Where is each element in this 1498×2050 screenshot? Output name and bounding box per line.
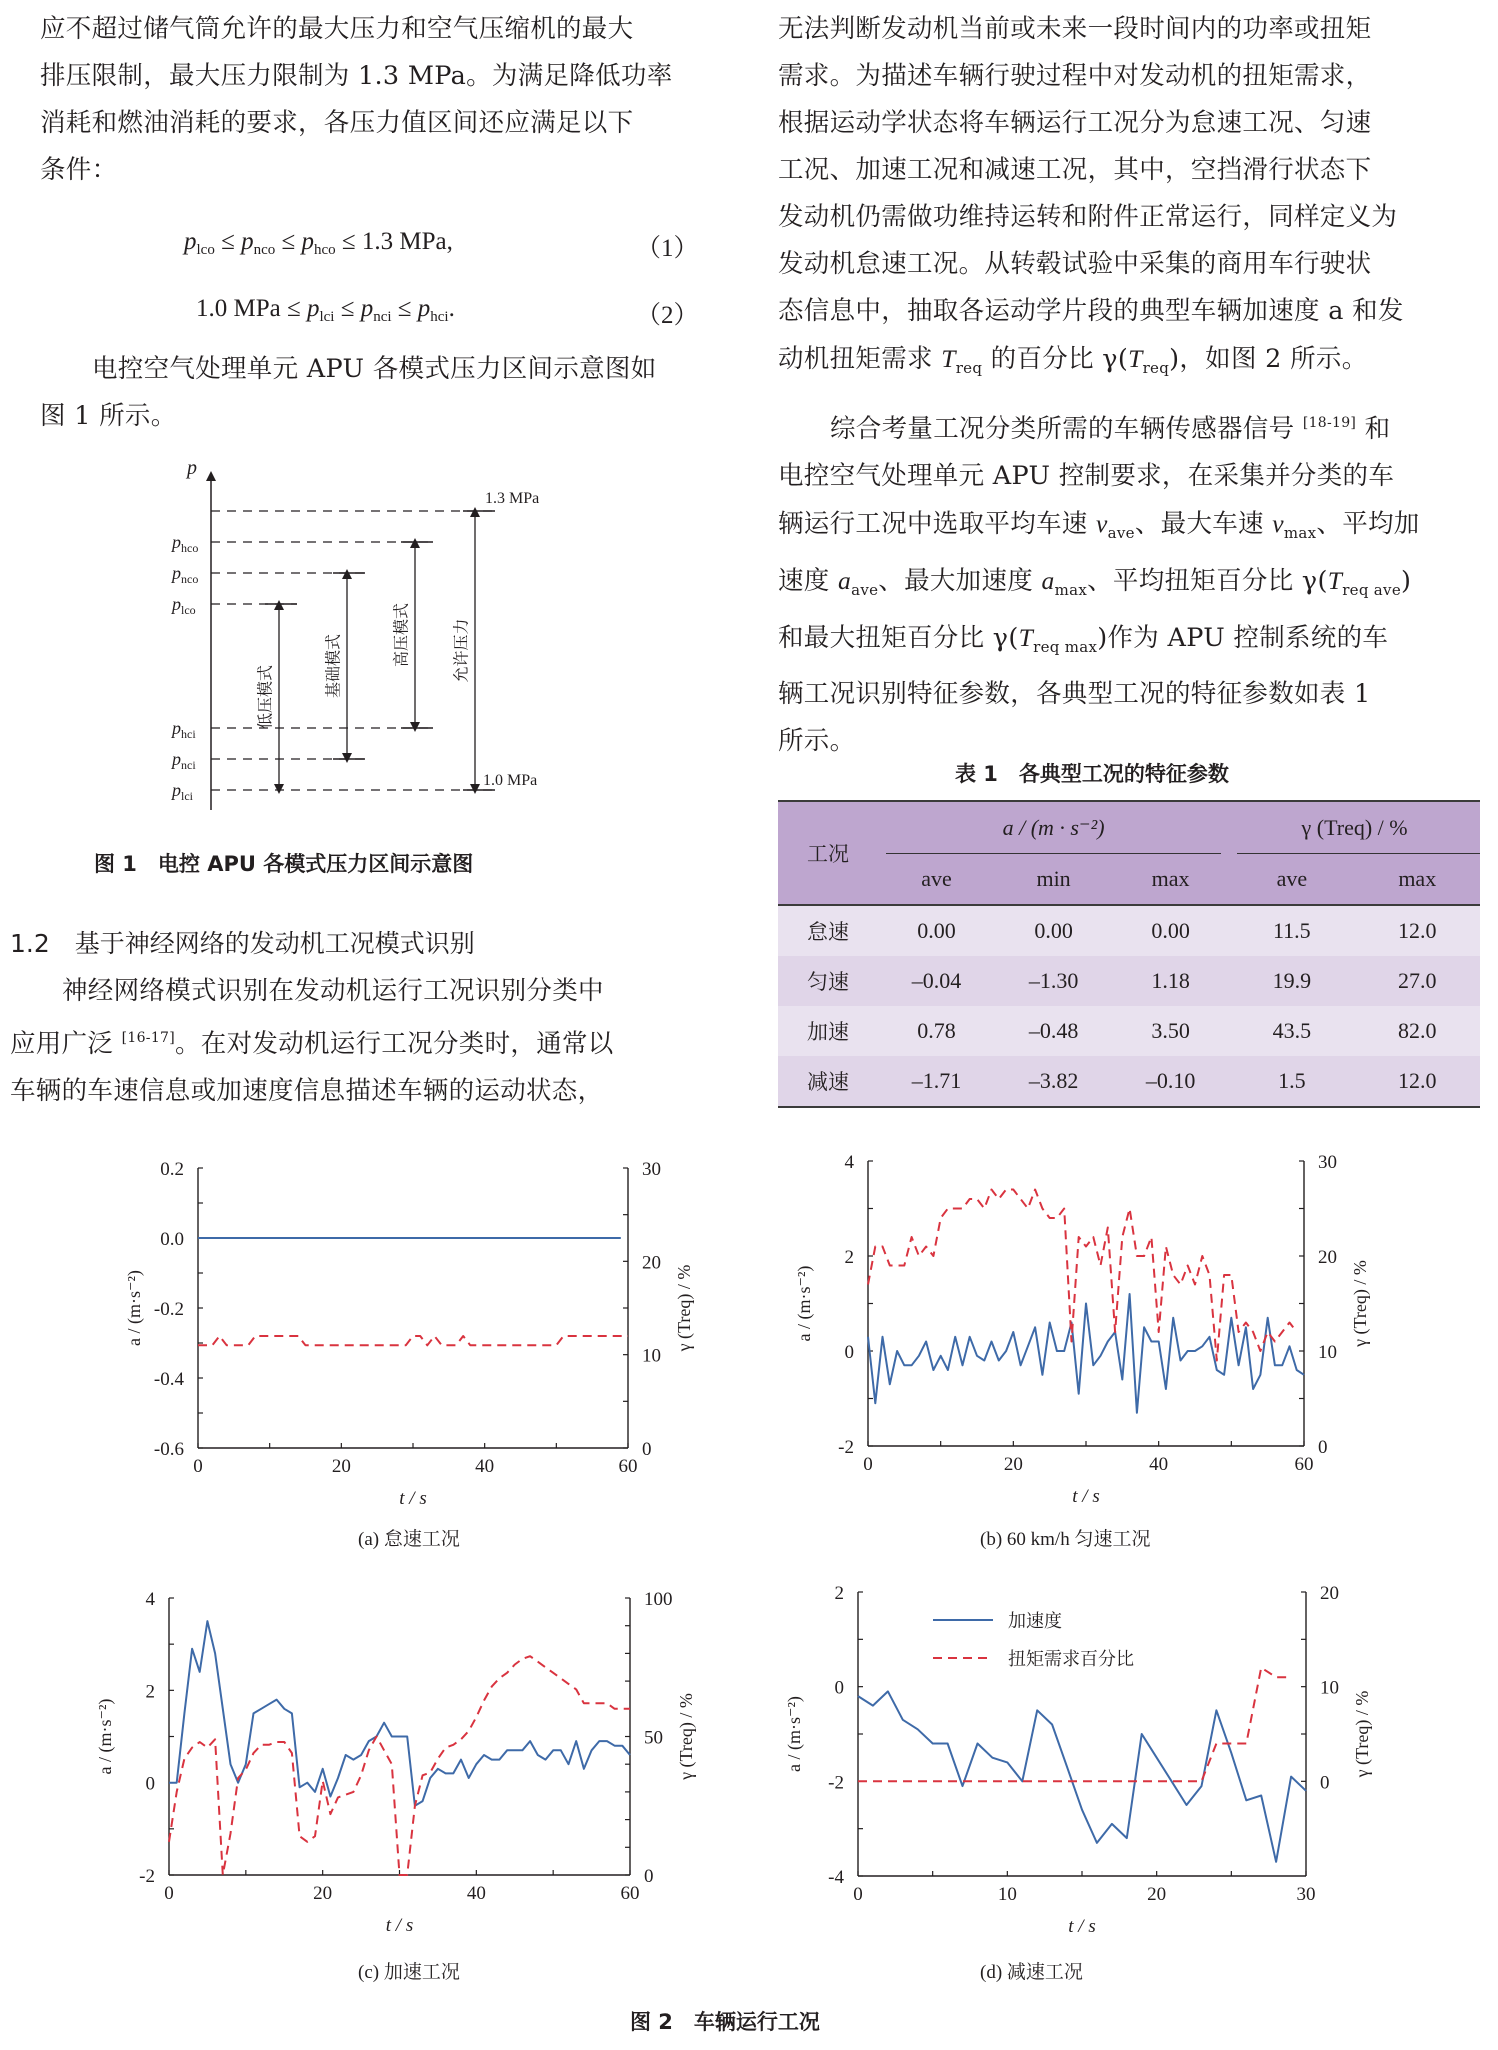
- x-tick-label: 60: [1294, 1454, 1314, 1475]
- text-line: 所示。: [778, 726, 856, 756]
- table-cell: 19.9: [1272, 968, 1312, 993]
- text-span: 、平均加: [1316, 509, 1420, 539]
- y2-tick-label: 100: [644, 1589, 673, 1610]
- x-tick-label: 30: [1296, 1884, 1316, 1905]
- header-group-torque-label: γ (Treq) / %: [1301, 815, 1408, 840]
- subheader-a-min: min: [1036, 866, 1071, 891]
- x-tick-label: 20: [1003, 1454, 1023, 1475]
- y2-tick-label: 10: [642, 1345, 661, 1367]
- text-span: ): [1401, 566, 1412, 596]
- y2-tick-label: 0: [1318, 1437, 1328, 1458]
- y-tick-label: 2: [145, 1681, 155, 1703]
- text-span: )作为 APU 控制系统的车: [1097, 623, 1389, 653]
- y-tick-label: 0.2: [160, 1159, 184, 1180]
- y2-tick-label: 50: [644, 1727, 663, 1749]
- table-cell: –0.04: [911, 968, 962, 993]
- y2-tick-label: 30: [642, 1159, 661, 1180]
- y-tick-label: -0.6: [153, 1439, 184, 1460]
- y2-tick-label: 30: [1318, 1152, 1337, 1173]
- math-subscript: req max: [1033, 638, 1098, 656]
- x-axis-label: t / s: [1068, 1916, 1096, 1937]
- math-symbol: p: [184, 228, 197, 255]
- legend-acceleration-label: 加速度: [1008, 1611, 1062, 1631]
- table-cell: 43.5: [1272, 1018, 1312, 1043]
- math-subscript: req: [955, 359, 983, 377]
- chart-c: [95, 1589, 697, 1936]
- text-line: 辆工况识别特征参数，各典型工况的特征参数如表 1: [778, 679, 1371, 709]
- math-subscript: req ave: [1342, 581, 1401, 599]
- text-line: 电控空气处理单元 APU 控制要求，在采集并分类的车: [778, 461, 1395, 491]
- math-symbol: T: [1018, 623, 1034, 652]
- text-line: 电控空气处理单元 APU 各模式压力区间示意图如: [92, 354, 657, 384]
- equation-1-number: （1）: [636, 235, 699, 262]
- math-subscript: lci: [319, 309, 335, 325]
- mode-label: 低压模式: [257, 664, 275, 730]
- y-tick-label: -2: [139, 1866, 155, 1887]
- acceleration-series: [858, 1691, 1306, 1861]
- x-tick-label: 0: [863, 1454, 873, 1475]
- pressure-limit-label: 1.0 MPa: [483, 772, 538, 789]
- text-span: 和最大扭矩百分比 γ(: [778, 623, 1019, 653]
- table-cell: 3.50: [1151, 1018, 1190, 1043]
- pressure-level-label: $p_{hco}$: [172, 532, 199, 555]
- citation[interactable]: [16-17]: [121, 1030, 175, 1046]
- torque-percentage-series: [169, 1656, 630, 1875]
- math-operator: 1.0 MPa ≤: [196, 295, 307, 322]
- math-symbol: T: [941, 344, 956, 373]
- text-span: 、最大加速度: [878, 566, 1042, 596]
- table-cell: 0.78: [917, 1018, 956, 1043]
- pressure-level-label: $p_{lco}$: [172, 594, 196, 617]
- table-cell: 12.0: [1398, 1068, 1437, 1093]
- table-cell: 0.00: [917, 918, 956, 943]
- x-axis-label: t / s: [1072, 1486, 1100, 1507]
- chart-b: [794, 1152, 1371, 1507]
- subheader-a-ave: ave: [921, 866, 952, 891]
- math-symbol: T: [1327, 566, 1343, 595]
- table-cell: 27.0: [1398, 968, 1437, 993]
- y-tick-label: 0: [844, 1342, 854, 1363]
- y-tick-label: 4: [844, 1152, 854, 1173]
- table-cell: 0.00: [1034, 918, 1073, 943]
- table-cell: 11.5: [1272, 918, 1311, 943]
- y-tick-label: 0: [834, 1677, 844, 1699]
- torque-percentage-series: [858, 1668, 1291, 1782]
- x-tick-label: 40: [1149, 1454, 1169, 1475]
- text-line: 条件：: [40, 155, 118, 185]
- math-operator: ≤: [334, 295, 361, 322]
- header-group-acceleration-label: a / (m · s⁻²): [1002, 815, 1105, 840]
- text-line: 应不超过储气筒允许的最大压力和空气压缩机的最大: [40, 14, 634, 44]
- section-heading: 1.2 基于神经网络的发动机工况模式识别: [10, 929, 475, 958]
- math-subscript: nci: [373, 309, 392, 325]
- table-cell: –3.82: [1028, 1068, 1079, 1093]
- chart-a-caption: (a) 怠速工况: [358, 1529, 460, 1550]
- table-cell: 82.0: [1398, 1018, 1437, 1043]
- text-line: 发动机怠速工况。从转毂试验中采集的商用车行驶状: [778, 249, 1372, 279]
- text-span: 的百分比 γ(: [982, 344, 1129, 374]
- text-line: 根据运动学状态将车辆运行工况分为怠速工况、匀速: [778, 108, 1372, 138]
- y2-tick-label: 0: [642, 1439, 652, 1460]
- x-tick-label: 20: [313, 1883, 333, 1904]
- torque-percentage-series: [868, 1190, 1297, 1361]
- text-span: 、平均扭矩百分比 γ(: [1087, 566, 1328, 596]
- y-tick-label: -0.2: [153, 1299, 184, 1320]
- table-cell: –0.48: [1028, 1018, 1079, 1043]
- math-subscript: ave: [1107, 524, 1135, 542]
- text-line: 工况、加速工况和减速工况，其中，空挡滑行状态下: [778, 155, 1372, 185]
- text-span: 、最大车速: [1134, 509, 1273, 539]
- math-operator: ≤ 1.3 MPa,: [335, 228, 453, 255]
- pressure-limit-label: 1.3 MPa: [485, 490, 540, 507]
- table-cell: –1.30: [1028, 968, 1079, 993]
- y2-tick-label: 10: [1320, 1677, 1339, 1699]
- x-tick-label: 60: [620, 1883, 640, 1904]
- text-line: 神经网络模式识别在发动机运行工况识别分类中: [62, 976, 604, 1006]
- y-tick-label: 2: [834, 1583, 844, 1604]
- chart-d-caption: (d) 减速工况: [980, 1962, 1083, 1983]
- equation-2-number: （2）: [636, 302, 699, 329]
- pressure-axis-label: p: [187, 457, 197, 479]
- chart-b-caption: (b) 60 km/h 匀速工况: [980, 1529, 1151, 1550]
- subheader-a-max: max: [1151, 866, 1190, 891]
- y2-axis-label: γ (Treq) / %: [676, 1693, 696, 1780]
- y-axis-label: a / (m·s⁻²): [794, 1265, 814, 1342]
- chart-a: [124, 1159, 695, 1509]
- pressure-level-subscript: nci: [181, 758, 196, 772]
- math-symbol: p: [241, 228, 254, 255]
- row-label: 减速: [807, 1070, 849, 1094]
- x-tick-label: 20: [331, 1456, 351, 1477]
- pressure-level-subscript: lci: [181, 789, 193, 803]
- pressure-level-label: $p_{nco}$: [172, 563, 199, 586]
- y2-tick-label: 10: [1318, 1342, 1337, 1363]
- text-span: 动机扭矩需求: [778, 344, 942, 374]
- y-axis-label: a / (m·s⁻²): [784, 1696, 804, 1772]
- x-tick-label: 40: [466, 1883, 486, 1904]
- row-label: 加速: [807, 1020, 849, 1044]
- y-tick-label: 4: [145, 1589, 155, 1610]
- citation[interactable]: [18-19]: [1302, 415, 1357, 431]
- y-tick-label: -2: [828, 1772, 844, 1794]
- text-span: 速度: [778, 566, 839, 596]
- text-span: 综合考量工况分类所需的车辆传感器信号: [830, 414, 1303, 444]
- text-span: 辆运行工况中选取平均车速: [778, 509, 1097, 539]
- text-line: 态信息中，抽取各运动学片段的典型车辆加速度 a 和发: [778, 296, 1404, 326]
- math-subscript: req: [1142, 359, 1170, 377]
- figure-1-caption: 图 1 电控 APU 各模式压力区间示意图: [94, 852, 474, 876]
- row-label: 怠速: [807, 920, 849, 944]
- math-symbol: p: [417, 295, 431, 322]
- x-tick-label: 0: [853, 1884, 863, 1905]
- y2-axis-label: γ (Treq) / %: [1352, 1690, 1372, 1778]
- math-symbol: v: [1096, 509, 1108, 538]
- table-cell: 0.00: [1151, 918, 1190, 943]
- x-axis-label: t / s: [385, 1915, 414, 1936]
- pressure-level-label: $p_{lci}$: [172, 780, 193, 803]
- math-subscript: max: [1054, 581, 1088, 599]
- y-tick-label: 2: [844, 1247, 854, 1268]
- table-cell: 12.0: [1398, 918, 1437, 943]
- math-operator: ≤: [214, 228, 242, 255]
- x-tick-label: 0: [193, 1456, 203, 1477]
- text-line: 需求。为描述车辆行驶过程中对发动机的扭矩需求，: [778, 61, 1372, 91]
- math-subscript: hco: [313, 242, 336, 258]
- text-line: 无法判断发动机当前或未来一段时间内的功率或扭矩: [778, 14, 1372, 44]
- y2-axis-label: γ (Treq) / %: [674, 1264, 694, 1352]
- math-symbol: p: [306, 295, 320, 322]
- acceleration-series: [868, 1294, 1304, 1413]
- y-tick-label: -4: [828, 1867, 844, 1888]
- math-symbol: a: [838, 566, 852, 595]
- text-span: 应用广泛: [10, 1029, 114, 1059]
- text-line: 消耗和燃油消耗的要求，各压力值区间还应满足以下: [40, 108, 634, 138]
- text-line: 车辆的车速信息或加速度信息描述车辆的运动状态，: [10, 1076, 604, 1106]
- text-span: 和: [1356, 414, 1391, 444]
- y-tick-label: 0.0: [160, 1229, 184, 1250]
- table-cell: –1.71: [911, 1068, 962, 1093]
- y-tick-label: -0.4: [153, 1369, 184, 1390]
- figure-2-caption: 图 2 车辆运行工况: [630, 2010, 820, 2034]
- mode-label: 允许压力: [453, 618, 471, 683]
- text-line: 发动机仍需做功维持运转和附件正常运行，同样定义为: [778, 202, 1398, 232]
- x-axis-label: t / s: [399, 1488, 427, 1509]
- math-subscript: hci: [430, 309, 449, 325]
- math-subscript: nco: [253, 242, 276, 258]
- math-subscript: lco: [196, 242, 215, 258]
- torque-percentage-series: [198, 1336, 628, 1345]
- x-tick-label: 40: [475, 1456, 495, 1477]
- math-symbol: a: [1041, 566, 1055, 595]
- table-cell: 1.18: [1151, 968, 1190, 993]
- pressure-level-subscript: nco: [181, 572, 199, 586]
- y-axis-label: a / (m·s⁻²): [124, 1270, 144, 1346]
- chart-c-caption: (c) 加速工况: [358, 1962, 460, 1983]
- x-tick-label: 10: [997, 1884, 1017, 1905]
- x-tick-label: 0: [164, 1883, 174, 1904]
- legend-torque-label: 扭矩需求百分比: [1008, 1649, 1134, 1669]
- pressure-level-subscript: lco: [181, 603, 196, 617]
- table-cell: –0.10: [1145, 1068, 1196, 1093]
- pressure-level-subscript: hco: [181, 541, 199, 555]
- math-symbol: p: [360, 295, 374, 322]
- math-symbol: v: [1272, 509, 1284, 538]
- math-operator: .: [448, 295, 455, 322]
- x-tick-label: 20: [1147, 1884, 1167, 1905]
- pressure-level-label: $p_{nci}$: [172, 749, 196, 772]
- y-axis-label: a / (m·s⁻²): [95, 1698, 115, 1775]
- row-label: 匀速: [807, 970, 849, 994]
- y-tick-label: -2: [838, 1437, 854, 1458]
- math-subscript: max: [1283, 524, 1317, 542]
- y-tick-label: 0: [145, 1773, 155, 1795]
- chart-d: [784, 1583, 1373, 1937]
- math-operator: ≤: [275, 228, 302, 255]
- text-span: 。在对发动机运行工况分类时，通常以: [175, 1029, 614, 1059]
- math-subscript: ave: [851, 581, 879, 599]
- table-cell: 1.5: [1278, 1068, 1306, 1093]
- y2-tick-label: 0: [1320, 1772, 1330, 1794]
- subheader-gamma-max: max: [1398, 866, 1437, 891]
- math-symbol: T: [1128, 344, 1143, 373]
- text-line: 排压限制，最大压力限制为 1.3 MPa。为满足降低功率: [40, 61, 673, 91]
- table-1-caption: 表 1 各典型工况的特征参数: [955, 762, 1229, 786]
- y2-tick-label: 20: [1320, 1583, 1339, 1604]
- pressure-level-subscript: hci: [181, 727, 196, 741]
- y2-tick-label: 20: [1318, 1247, 1337, 1268]
- y2-tick-label: 0: [644, 1866, 654, 1887]
- header-condition: 工况: [807, 842, 849, 866]
- text-span: )，如图 2 所示。: [1169, 344, 1368, 374]
- math-symbol: p: [301, 228, 314, 255]
- y2-tick-label: 20: [642, 1252, 661, 1274]
- math-operator: ≤: [391, 295, 418, 322]
- mode-label: 高压模式: [393, 602, 411, 668]
- pressure-level-label: $p_{hci}$: [172, 718, 196, 741]
- mode-label: 基础模式: [325, 633, 343, 699]
- subheader-gamma-ave: ave: [1276, 866, 1308, 891]
- x-tick-label: 60: [618, 1456, 638, 1477]
- y2-axis-label: γ (Treq) / %: [1350, 1260, 1370, 1347]
- text-line: 图 1 所示。: [40, 401, 177, 431]
